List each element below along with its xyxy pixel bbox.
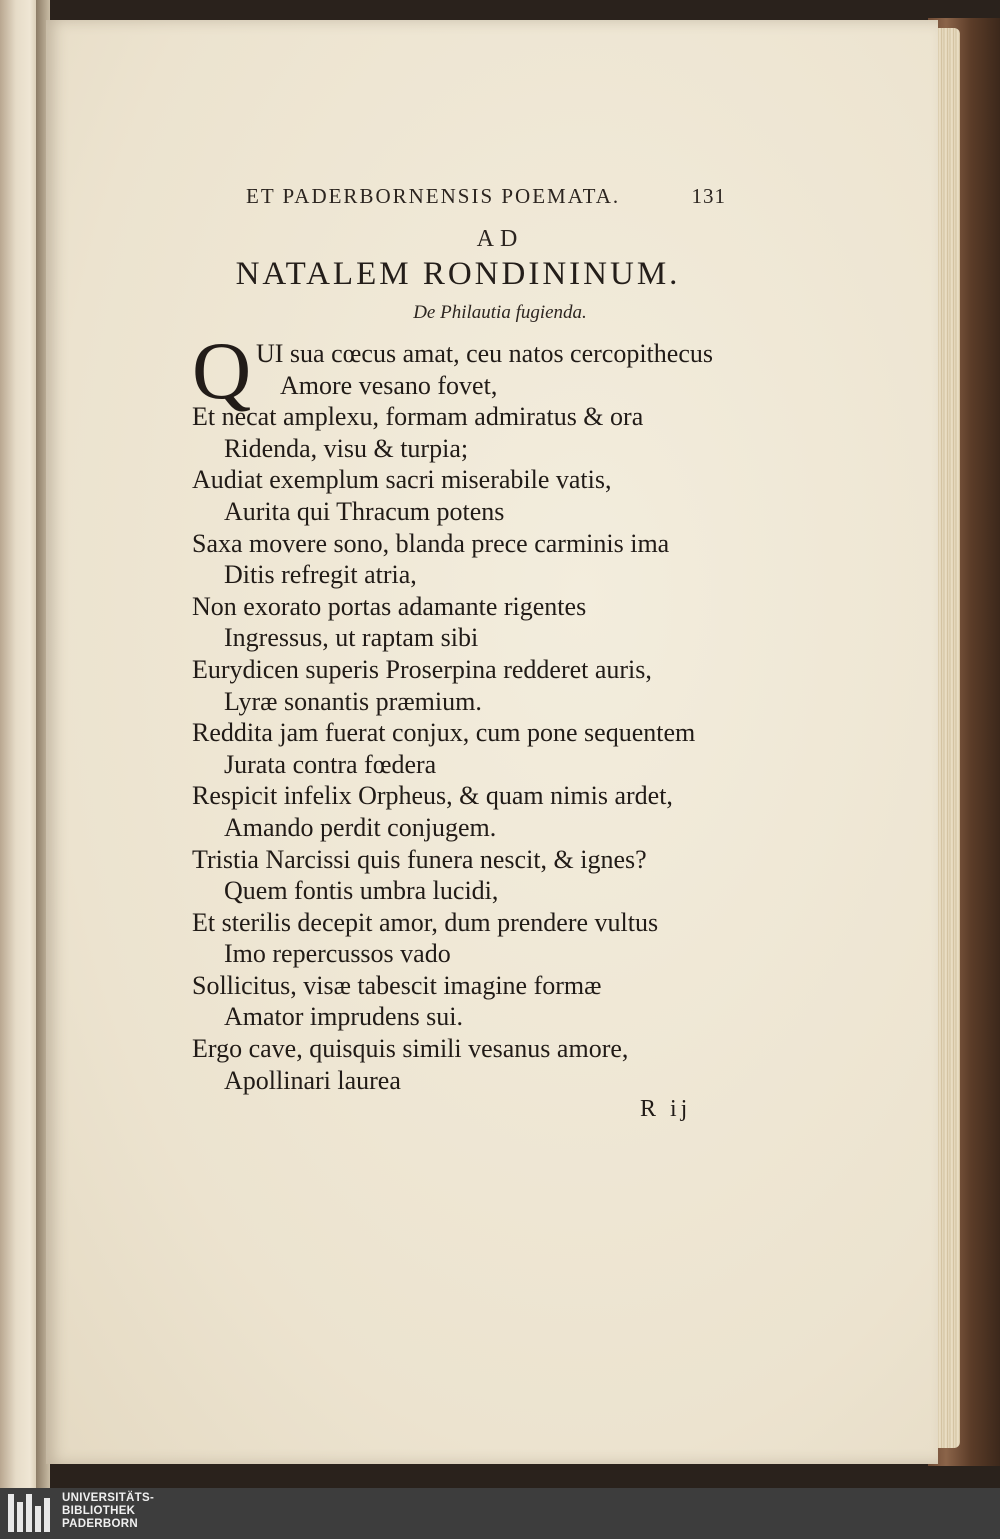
poem-line: UI sua cœcus amat, ceu natos cercopithecus xyxy=(256,339,713,368)
poem-subtitle: De Philautia fugienda. xyxy=(413,302,587,323)
running-header xyxy=(246,184,726,209)
poem-line: Amando perdit conjugem. xyxy=(224,812,497,842)
poem-line: Ditis refregit atria, xyxy=(224,560,417,590)
poem-line: Jurata contra fœdera xyxy=(224,749,437,779)
poem-line: Tristia Narcissi quis funera nescit, & ignes? xyxy=(192,844,647,874)
poem-line: Et necat amplexu, formam admiratus & ora xyxy=(192,402,644,432)
library-name-line: PADERBORN xyxy=(62,1518,138,1530)
poem-line: Lyræ sonantis præmium. xyxy=(224,686,482,716)
heading-ad: AD xyxy=(476,226,524,252)
poem-line: Amator imprudens sui. xyxy=(224,1002,464,1032)
poem-line: Saxa movere sono, blanda prece carminis ima xyxy=(192,528,670,558)
poem-line: Amore vesano fovet, xyxy=(280,370,498,400)
facing-page-edge xyxy=(0,0,40,1488)
poem-line: Ingressus, ut raptam sibi xyxy=(224,623,479,653)
library-footer-bar xyxy=(0,1488,1000,1539)
signature-mark: R ij xyxy=(640,1096,692,1122)
poem-line: Reddita jam fuerat conjux, cum pone sequentem xyxy=(192,718,696,748)
running-title: ET PADERBORNENSIS POEMATA. xyxy=(246,184,621,208)
library-name-line: UNIVERSITÄTS- xyxy=(62,1492,155,1504)
poem-line: Sollicitus, visæ tabescit imagine formæ xyxy=(192,970,602,1000)
drop-capital: Q xyxy=(192,325,252,416)
page-number: 131 xyxy=(691,184,726,208)
library-name xyxy=(62,1492,154,1531)
library-logo-icon xyxy=(8,1494,52,1532)
poem-line: Imo repercussos vado xyxy=(224,939,451,969)
poem-line: Apollinari laurea xyxy=(224,1065,401,1095)
poem-title: NATALEM RONDININUM. xyxy=(235,256,681,292)
poem-line: Et sterilis decepit amor, dum prendere vultus xyxy=(192,907,659,937)
poem-line: Respicit infelix Orpheus, & quam nimis ardet, xyxy=(192,781,673,811)
poem-line: Non exorato portas adamante rigentes xyxy=(192,591,587,621)
poem-line: Ergo cave, quisquis simili vesanus amore, xyxy=(192,1034,629,1064)
poem-line: Quem fontis umbra lucidi, xyxy=(224,876,499,906)
poem-line: Audiat exemplum sacri miserabile vatis, xyxy=(192,465,612,495)
library-name-line: BIBLIOTHEK xyxy=(62,1505,136,1517)
poem-line: Ridenda, visu & turpia; xyxy=(224,433,469,463)
poem-line: Eurydicen superis Proserpina redderet auris, xyxy=(192,654,652,684)
poem-body xyxy=(192,338,752,1096)
poem-line: Aurita qui Thracum potens xyxy=(224,496,505,526)
